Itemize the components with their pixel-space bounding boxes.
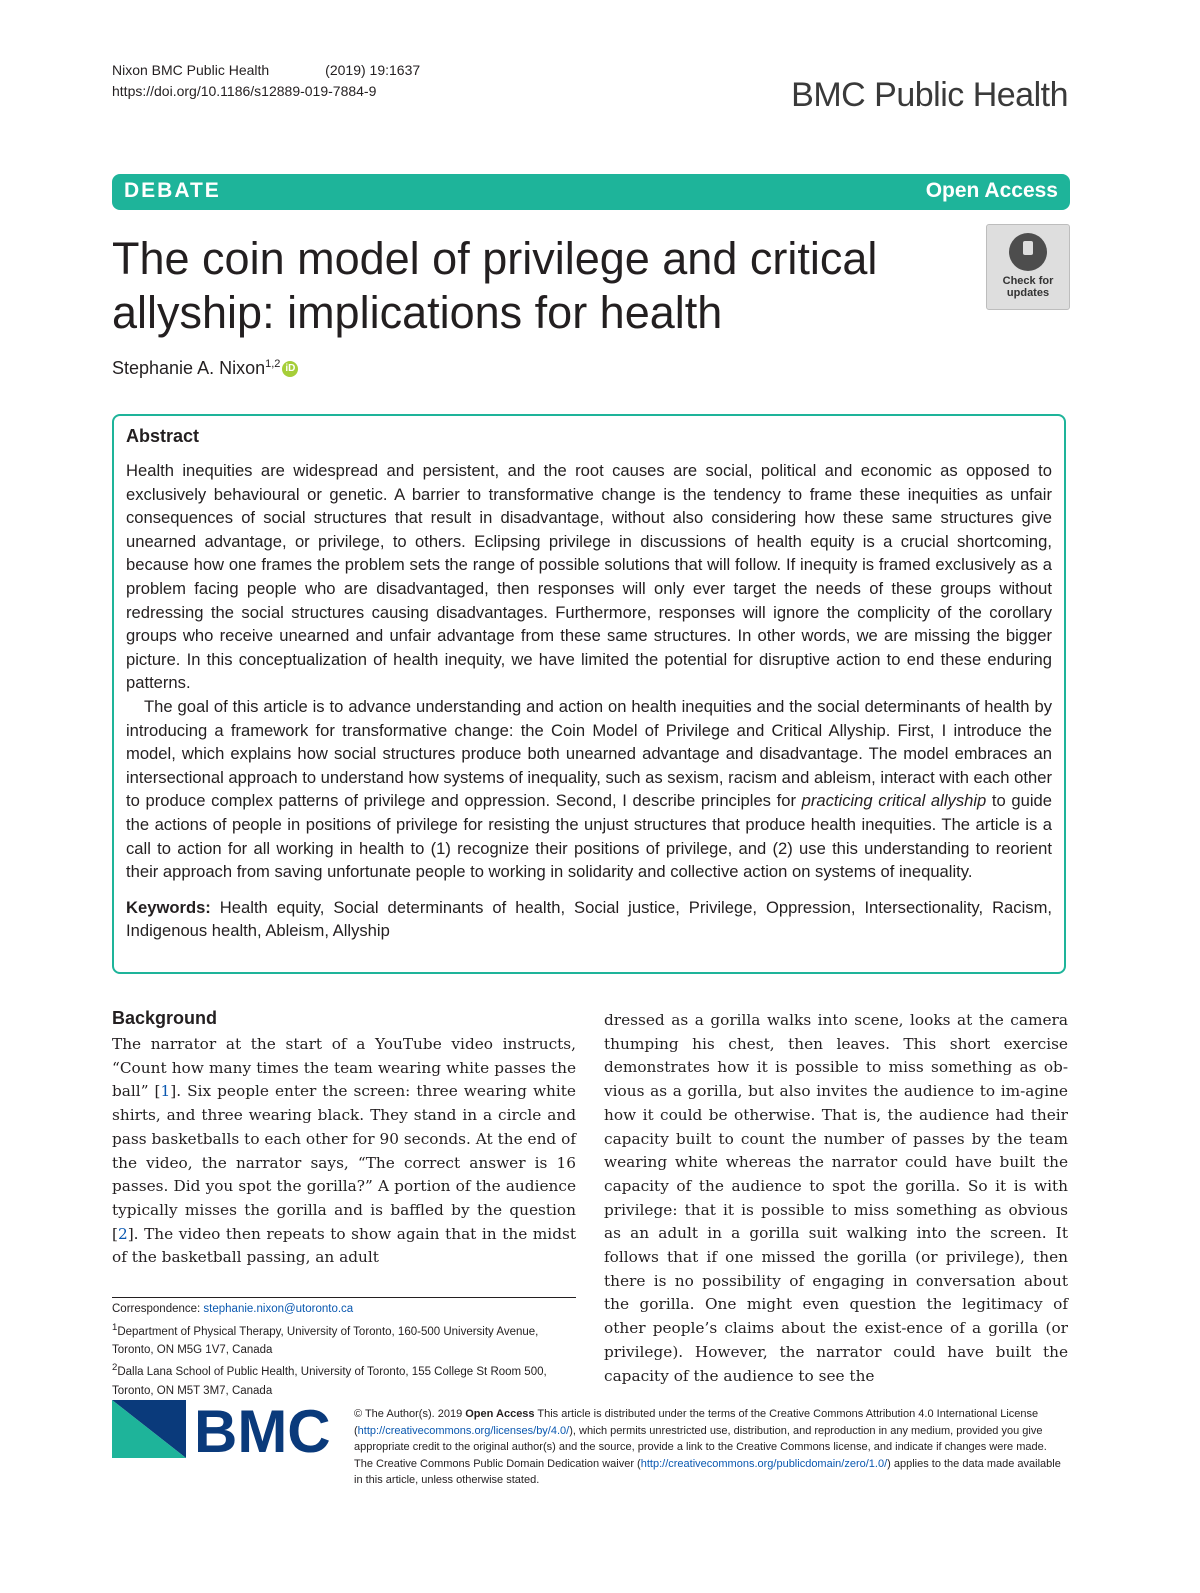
abstract-heading: Abstract: [126, 426, 200, 446]
abstract-paragraph-1: Health inequities are widespread and persistent, and the root causes are social, political and economic as opposed to exclusively behavioural or genetic. A barrier to transformative change is the tendency to frame these inequities as unfair consequences of social structures that result in disadvantage, without also considering how these same structures give unearned advantage, or privilege, to others. Eclipsing privilege in discussions of health equity is a crucial shortcoming, because how one frames the problem sets the range of possible solutions that will follow. If inequity is framed exclusively as a problem facing people who are disadvantaged, then responses will only ever target the needs of these groups without redressing the social structures causing disadvantages. Furthermore, responses will ignore the complicity of the corollary groups who receive unearned and unfair advantage from these same structures. In other words, we are missing the bigger picture. In this conceptualization of health inequity, we have limited the potential for disruptive action to end these enduring patterns.: [126, 461, 1052, 693]
affiliation-1: [112, 1319, 576, 1360]
crossmark-icon: [1009, 233, 1047, 271]
footnotes: [112, 1300, 576, 1400]
affiliation-2-mark: 2: [112, 1362, 118, 1374]
body-paragraph-right: dressed as a gorilla walks into scene, looks at the camera thumping his chest, then leaves. This short exercise demonstrates how it is possible to miss something as ob-vious as a gorilla, but also invites the audience to im-agine how it could be otherwise. That is, the audience had their capacity built to count the number of passes by the team wearing white whereas the narrator could have built the capacity of the audience to spot the gorilla. So it is with privilege: that it is possible to miss something as obvious as an adult in a gorilla suit walking into the screen. It follows that if one missed the gorilla (or privilege), then there is no possibility of engaging in conversation about the gorilla. One might even question the legitimacy of other people’s claims about the exist-ence of a gorilla (or privilege). However, the narrator could have built the capacity of the audience to see the: [604, 1011, 1068, 1385]
body-text-b: ]. Six people enter the screen: three wearing white shirts, and three wearing black. They stand in a circle and pass basketballs to each other for 90 seconds. At the end of the video, the narrator says, “The correct answer is 16 passes. Did you spot the gorilla?” A portion of the audience typically misses the gorilla and is baffled by the question [: [112, 1082, 576, 1243]
abstract-box: [112, 414, 1066, 974]
license-url-cc-by[interactable]: http://creativecommons.org/licenses/by/4.0/: [357, 1424, 570, 1437]
correspondence: [112, 1300, 576, 1319]
citation-journal: Nixon BMC Public Health: [112, 62, 270, 78]
license-text-2: ), which permits unrestricted use, distribution, and reproduction in any medium, provided you give appropriate credit to the original author(s) and the source, provide a link to the Creative Commons license, and indicate if changes were made. The Creative Commons Public Domain Dedication waiver (: [354, 1424, 1047, 1470]
license-text-3: ) applies to the data made available in this article, unless otherwise stated.: [354, 1457, 1061, 1486]
abstract-p2-end: to guide the actions of people in positions of privilege for resisting the unjust structures that produce health inequities. The article is a call to action for all working in health to (1) recognize their positions of privilege, and (2) use this understanding to reorient their approach from saving unfortunate people to working in solidarity and collective action on systems of inequality.: [126, 791, 1052, 882]
keywords: [126, 896, 1052, 943]
license-copyright: © The Author(s). 2019: [354, 1408, 466, 1420]
body-text-a: The narrator at the start of a YouTube video instructs, “Count how many times the team wearing white passes the ball” [: [112, 1035, 576, 1101]
affiliation-2: [112, 1359, 576, 1400]
article-title: The coin model of privilege and critical allyship: implications for health: [112, 233, 878, 338]
license-open-access: Open Access: [465, 1408, 535, 1420]
open-access-label: Open Access: [925, 179, 1058, 202]
check-for-updates-badge[interactable]: [986, 224, 1070, 310]
body-column-left: [112, 1008, 576, 1270]
affiliation-1-text: Department of Physical Therapy, University of Toronto, 160-500 University Avenue, Toronto, ON M5G 1V7, Canada: [112, 1325, 539, 1356]
correspondence-email[interactable]: stephanie.nixon@utoronto.ca: [203, 1303, 354, 1315]
body-paragraph-left: [112, 1033, 576, 1270]
footnote-divider: [112, 1297, 576, 1298]
keywords-label: Keywords:: [126, 897, 211, 917]
license-url-cc0[interactable]: http://creativecommons.org/publicdomain/zero/1.0/: [640, 1457, 888, 1470]
citation-year: (2019) 19:1637: [325, 62, 421, 78]
license-text-1: This article is distributed under the terms of the Creative Commons Attribution 4.0 International License (: [354, 1408, 1039, 1437]
orcid-icon[interactable]: iD: [282, 361, 298, 377]
keywords-list: Health equity, Social determinants of health, Social justice, Privilege, Oppression, Intersectionality, Racism, Indigenous health, Ableism, Allyship: [126, 897, 1052, 941]
body-column-right: [604, 1009, 1068, 1388]
reference-link-1[interactable]: 1: [160, 1082, 171, 1101]
affiliation-1-mark: 1: [112, 1321, 118, 1333]
bmc-logo-text: BMC: [194, 1400, 331, 1458]
author-line: [112, 358, 298, 379]
journal-title: BMC Public Health: [791, 76, 1068, 114]
abstract-paragraph-2: [126, 695, 1052, 884]
affiliation-marks: 1,2: [265, 358, 281, 370]
section-heading-background: Background: [112, 1008, 218, 1028]
abstract-p2-italic: practicing critical allyship: [801, 791, 987, 811]
author-name[interactable]: Stephanie A. Nixon: [112, 358, 266, 378]
article-type: DEBATE: [124, 179, 221, 202]
body-text-c: ]. The video then repeats to show again that in the midst of the basketball passing, an adult: [112, 1224, 576, 1267]
license-statement: [354, 1406, 1068, 1489]
abstract-p2-start: The goal of this article is to advance understanding and action on health inequities and the social determinants of health by introducing a framework for transformative change: the Coin Model of Privilege and Critical Allyship. First, I introduce the model, which explains how social structures produce both unearned advantage and disadvantage. The model embraces an intersectional approach to understand how systems of inequality, such as sexism, racism and ableism, interact with each other to produce complex patterns of privilege and oppression. Second, I describe principles for: [126, 696, 1052, 811]
doi-link[interactable]: https://doi.org/10.1186/s12889-019-7884-9: [112, 83, 377, 99]
article-type-banner: [112, 174, 1070, 210]
correspondence-label: Correspondence:: [112, 1303, 204, 1315]
citation-line: [112, 62, 420, 78]
crossmark-label: Check for updates: [1002, 275, 1054, 299]
bmc-logo: [112, 1400, 334, 1458]
affiliation-2-text: Dalla Lana School of Public Health, University of Toronto, 155 College St Room 500, Toronto, ON M5T 3M7, Canada: [112, 1366, 547, 1397]
reference-link-2[interactable]: 2: [117, 1224, 128, 1243]
